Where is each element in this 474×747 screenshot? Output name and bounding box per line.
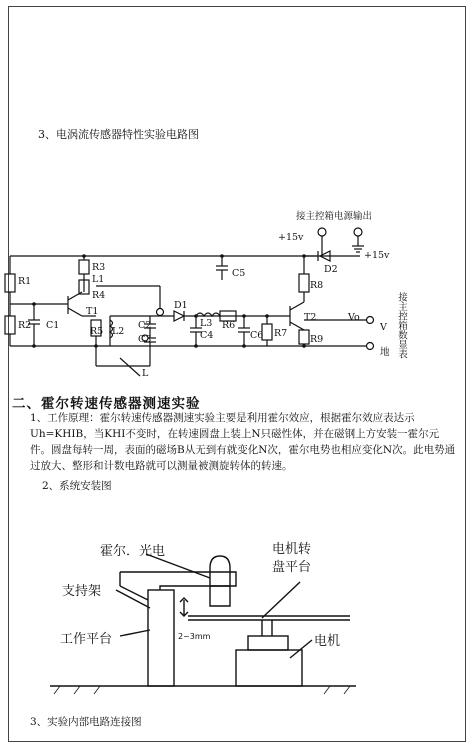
label-R2: R2 <box>18 320 32 331</box>
plus15-right: +15v <box>364 250 390 261</box>
label-L2: L2 <box>112 326 125 337</box>
label-C5: C5 <box>232 268 246 279</box>
install-diagram <box>0 490 474 710</box>
label-L3: L3 <box>200 318 213 329</box>
label-R4: R4 <box>92 290 106 301</box>
label-ground: 地 <box>380 347 390 358</box>
install-title: 2、系统安装图 <box>42 480 112 492</box>
plus15-left: +15v <box>278 232 304 243</box>
hall-label: 霍尔．光电 <box>100 544 166 559</box>
label-Vo: Vo <box>348 312 360 323</box>
motor-platform-line1: 电机转 <box>272 542 312 557</box>
supply-note: 接主控箱电源输出 <box>296 211 373 222</box>
label-V: V <box>380 322 387 333</box>
label-D1: D1 <box>174 300 188 311</box>
label-C3: C3 <box>138 334 152 345</box>
label-C6: C6 <box>250 330 264 341</box>
label-C2: C2 <box>138 320 152 331</box>
label-C4: C4 <box>200 330 214 341</box>
label-R5: R5 <box>90 326 104 337</box>
label-L: L <box>142 368 149 379</box>
section3-title: 3、电涡流传感器特性实验电路图 <box>38 128 199 141</box>
right-note: 接主控箱数显表 <box>396 292 407 359</box>
label-D2: D2 <box>324 264 338 275</box>
label-T1: T1 <box>86 306 99 317</box>
motor-platform-line2: 盘平台 <box>272 560 312 575</box>
section2-heading: 二、霍尔转速传感器测速实验 <box>12 396 201 412</box>
motor-label: 电机 <box>314 634 341 649</box>
section3b-title: 3、实验内部电路连接图 <box>30 716 142 728</box>
label-R8: R8 <box>310 280 324 291</box>
label-R9: R9 <box>310 334 324 345</box>
label-L1: L1 <box>92 274 105 285</box>
label-C1: C1 <box>46 320 60 331</box>
principle-text: 1、工作原理：霍尔转速传感器测速实验主要是利用霍尔效应，根据霍尔效应表达示Uh=KHIB，当KHI不变时，在转速圆盘上装上N只磁性体，并在磁钢上方安装一霍尔元件。圆盘每转一周，表面的磁场B从无到有就变化N次，霍尔电势也相应变化N次。此电势通过放大、整形和计数电路就可以测量被测旋转体的转速。 <box>30 412 456 472</box>
label-T2: T2 <box>304 312 317 323</box>
label-R6: R6 <box>222 320 236 331</box>
gap-label: 2~3mm <box>178 632 211 641</box>
support-label: 支持架 <box>62 584 102 599</box>
label-R1: R1 <box>18 276 32 287</box>
work-platform-label: 工作平台 <box>60 632 113 647</box>
label-R7: R7 <box>274 328 288 339</box>
label-R3: R3 <box>92 262 106 273</box>
